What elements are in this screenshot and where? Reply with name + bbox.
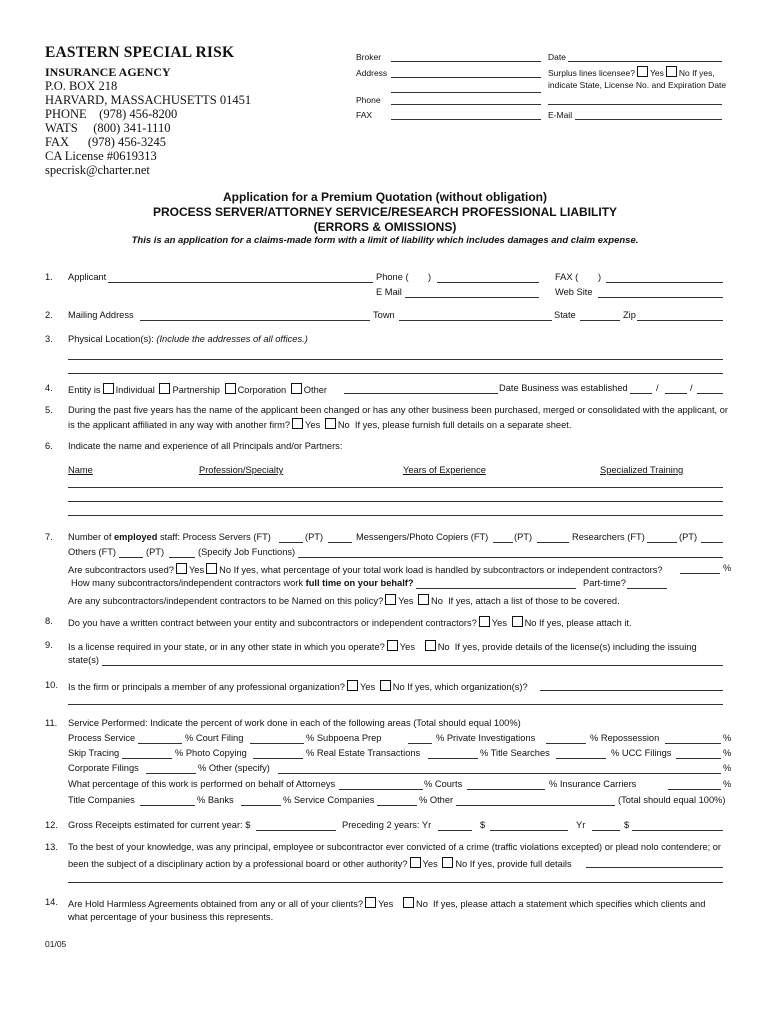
- title-application: Application for a Premium Quotation (without obligation): [223, 190, 547, 204]
- other-entity-field[interactable]: [344, 393, 498, 394]
- mailing-address-field[interactable]: [140, 320, 370, 321]
- col-training: Specialized Training: [600, 465, 684, 475]
- q9-no-checkbox[interactable]: [425, 640, 436, 651]
- q3-label-row: [68, 334, 308, 344]
- date-label: Date: [548, 52, 566, 62]
- q8-question: Do you have a written contract between your entity and subcontractors or independent contractors?: [68, 618, 477, 628]
- service-companies-label: % Service Companies: [283, 795, 375, 805]
- q14-yes-checkbox[interactable]: [365, 897, 376, 908]
- specify-label: (Specify Job Functions): [198, 547, 296, 557]
- ucc-label: % UCC Filings: [611, 748, 672, 758]
- q5-yes-label: Yes: [305, 420, 321, 430]
- date-established-label: Date Business was established: [499, 383, 628, 393]
- sub-pct-question: If yes, what percentage of your total work load is handled by subcontractors or independent contractors?: [233, 565, 663, 575]
- principals-field-2[interactable]: [68, 501, 723, 502]
- q5-line1: During the past five years has the name of the applicant been changed or has any other business been purchased, merged or consolidated with the applicant, or: [68, 405, 728, 415]
- company-name: EASTERN SPECIAL RISK: [45, 44, 235, 61]
- process-service-field[interactable]: [138, 743, 182, 744]
- q14-no-checkbox[interactable]: [403, 897, 414, 908]
- address-label: Address: [356, 68, 388, 78]
- q7-number-of: Number of: [68, 532, 112, 542]
- msg-pt-label: (PT): [514, 532, 533, 542]
- courts-label: % Courts: [424, 779, 463, 789]
- q13-details-field-2[interactable]: [68, 882, 723, 883]
- indicate-label: indicate State, License No. and Expiration Date: [548, 80, 727, 90]
- q8-number: 8.: [45, 616, 53, 626]
- part-time-field[interactable]: [627, 588, 667, 589]
- ps-ft-field[interactable]: [279, 542, 303, 543]
- partnership-label: Partnership: [172, 385, 220, 395]
- website-field[interactable]: [598, 297, 723, 298]
- company-license: CA License #0619313: [45, 149, 157, 163]
- email-field[interactable]: [405, 297, 539, 298]
- q13-details-field[interactable]: [586, 867, 723, 868]
- company-wats: WATS (800) 341-1110: [45, 121, 171, 135]
- q10-no-label: No: [392, 682, 405, 692]
- total-note: (Total should equal 100%): [618, 795, 726, 805]
- carriers-label: % Insurance Carriers: [549, 779, 637, 789]
- q14-no-label: No: [415, 899, 428, 909]
- q3-label: Physical Location(s):: [68, 334, 154, 344]
- res-pt-field[interactable]: [701, 542, 723, 543]
- title-companies-label: Title Companies: [68, 795, 135, 805]
- broker-field[interactable]: [391, 61, 541, 62]
- est-slash-2: /: [690, 383, 693, 393]
- q5-number: 5.: [45, 405, 53, 415]
- q14-yes-label: Yes: [378, 899, 394, 909]
- q9-states-label: state(s): [68, 655, 99, 665]
- q11-intro: Service Performed: Indicate the percent of work done in each of the following areas (Total should equal 100%): [68, 718, 521, 728]
- q6-label: Indicate the name and experience of all Principals and/or Partners:: [68, 441, 343, 451]
- q8-yes-label: Yes: [491, 618, 507, 628]
- gross-receipts-label: Gross Receipts estimated for current year: $: [68, 820, 251, 830]
- private-inv-field[interactable]: [546, 743, 586, 744]
- prec-yr2-field[interactable]: [592, 830, 620, 831]
- est-year-field[interactable]: [697, 393, 723, 394]
- full-time-qmark: ?: [407, 578, 414, 588]
- others-ft-field[interactable]: [119, 557, 143, 558]
- surplus-label: Surplus lines licensee?: [548, 68, 635, 78]
- q10-yes-checkbox[interactable]: [347, 680, 358, 691]
- q10-number: 10.: [45, 680, 58, 690]
- q9-yes-checkbox[interactable]: [387, 640, 398, 651]
- company-address1: P.O. BOX 218: [45, 79, 118, 93]
- q1-phone-paren: ): [428, 272, 432, 282]
- sub-no-checkbox[interactable]: [206, 563, 217, 574]
- surplus-yes-label: Yes: [649, 68, 664, 78]
- q10-row: [68, 680, 528, 692]
- prec-yr1-field[interactable]: [438, 830, 472, 831]
- other-specify-label: % Other (specify): [198, 763, 270, 773]
- real-estate-label: % Real Estate Transactions: [306, 748, 421, 758]
- q7-howmany-row: [71, 578, 414, 588]
- q1-email-label: E Mail: [376, 287, 402, 297]
- col-years: Years of Experience: [403, 465, 486, 475]
- msg-ft-field[interactable]: [493, 542, 513, 543]
- surplus-no-label: No: [678, 68, 690, 78]
- principals-field-1[interactable]: [68, 487, 723, 488]
- q1-website-label: Web Site: [555, 287, 593, 297]
- q2-number: 2.: [45, 310, 53, 320]
- q3-number: 3.: [45, 334, 53, 344]
- sub-pct-field[interactable]: [680, 573, 720, 574]
- q8-no-checkbox[interactable]: [512, 616, 523, 627]
- email-label: E-Mail: [548, 110, 573, 120]
- repossession-field[interactable]: [665, 743, 721, 744]
- town-field[interactable]: [399, 320, 552, 321]
- skip-tracing-label: Skip Tracing: [68, 748, 120, 758]
- q1-number: 1.: [45, 272, 53, 282]
- photo-copying-field[interactable]: [253, 758, 303, 759]
- q5-question: is the applicant affiliated in any way with another firm?: [68, 420, 291, 430]
- form-code: 01/05: [45, 939, 67, 949]
- q1-fax-label: FAX (: [555, 272, 579, 282]
- broker-phone-field[interactable]: [391, 104, 541, 105]
- preceding-label: Preceding 2 years: Yr: [342, 820, 432, 830]
- named-no-checkbox[interactable]: [418, 594, 429, 605]
- other-checkbox[interactable]: [291, 383, 302, 394]
- q13-no-checkbox[interactable]: [442, 857, 453, 868]
- states-field[interactable]: [102, 665, 723, 666]
- q5-no-checkbox[interactable]: [325, 418, 336, 429]
- q7-line1: [68, 532, 271, 542]
- service-companies-field[interactable]: [377, 805, 417, 806]
- company-fax: FAX (978) 456-3245: [45, 135, 166, 149]
- q7-employed: employed: [114, 532, 158, 542]
- q13-number: 13.: [45, 842, 58, 852]
- banks-label: % Banks: [197, 795, 234, 805]
- surplus-no-checkbox[interactable]: [666, 66, 677, 77]
- job-functions-field[interactable]: [298, 557, 723, 558]
- q13-no-label: No: [455, 859, 468, 869]
- q1-phone-label: Phone (: [376, 272, 409, 282]
- q9-question: Is a license required in your state, or in any other state in which you operate?: [68, 642, 385, 652]
- title-searches-field[interactable]: [556, 758, 606, 759]
- q10-question: Is the firm or principals a member of any professional organization?: [68, 682, 345, 692]
- phone-label: Phone: [356, 95, 381, 105]
- q5-tail: If yes, please furnish full details on a separate sheet.: [354, 420, 572, 430]
- others-pt-field[interactable]: [169, 557, 195, 558]
- q1-fax-paren: ): [598, 272, 602, 282]
- q8-tail: If yes, please attach it.: [539, 618, 632, 628]
- q13-line2: [68, 857, 572, 869]
- company-email: specrisk@charter.net: [45, 163, 150, 177]
- private-inv-label: % Private Investigations: [436, 733, 536, 743]
- broker-address-field-2[interactable]: [391, 92, 541, 93]
- q4-row: [68, 383, 327, 395]
- q7-process-servers-ft: staff: Process Servers (FT): [160, 532, 271, 542]
- repo-pct: %: [723, 733, 732, 743]
- full-time-field[interactable]: [416, 588, 576, 589]
- gross-current-field[interactable]: [256, 830, 336, 831]
- sub-yes-checkbox[interactable]: [176, 563, 187, 574]
- broker-email-field[interactable]: [575, 119, 722, 120]
- attorneys-field[interactable]: [339, 789, 423, 790]
- ucc-pct: %: [723, 748, 732, 758]
- q8-row: [68, 616, 632, 628]
- surplus-ifyes-label: If yes,: [692, 68, 715, 78]
- q9-tail: If yes, provide details of the license(s) including the issuing: [454, 642, 697, 652]
- carriers-field[interactable]: [668, 789, 721, 790]
- physical-location-field-1[interactable]: [68, 359, 723, 360]
- banks-field[interactable]: [241, 805, 281, 806]
- q10-no-checkbox[interactable]: [380, 680, 391, 691]
- q14-row: [68, 897, 705, 909]
- others-ft-label: Others (FT): [68, 547, 117, 557]
- q11-number: 11.: [45, 718, 58, 728]
- ucc-field[interactable]: [676, 758, 721, 759]
- full-time-label: full time on your behalf: [305, 578, 408, 588]
- courts-field[interactable]: [467, 789, 545, 790]
- q14-line2: what percentage of your business this represents.: [68, 912, 274, 922]
- corporation-label: Corporation: [237, 385, 287, 395]
- named-question: Are any subcontractors/independent contractors to be Named on this policy?: [68, 596, 384, 606]
- q2-mailing-label: Mailing Address: [68, 310, 134, 320]
- q5-yes-checkbox[interactable]: [292, 418, 303, 429]
- physical-location-field-2[interactable]: [68, 373, 723, 374]
- col-profession: Profession/Specialty: [199, 465, 284, 475]
- applicant-field[interactable]: [108, 282, 373, 283]
- fax-field[interactable]: [606, 282, 723, 283]
- phone-field[interactable]: [437, 282, 539, 283]
- surplus-yes-checkbox[interactable]: [637, 66, 648, 77]
- named-yes-checkbox[interactable]: [385, 594, 396, 605]
- date-field[interactable]: [568, 61, 722, 62]
- q9-no-label: No: [437, 642, 450, 652]
- q4-entity-label: Entity is: [68, 385, 101, 395]
- process-service-label: Process Service: [68, 733, 136, 743]
- subpoena-field[interactable]: [408, 743, 432, 744]
- sub-no-label: No: [219, 565, 232, 575]
- corporation-checkbox[interactable]: [225, 383, 236, 394]
- individual-checkbox[interactable]: [103, 383, 114, 394]
- q9-number: 9.: [45, 640, 53, 650]
- q13-line1: To the best of your knowledge, was any principal, employee or subcontractor ever convicted of a crime (traffic violations excepted) or plead nolo contendere; or: [68, 842, 722, 852]
- repossession-label: % Repossession: [590, 733, 660, 743]
- q8-yes-checkbox[interactable]: [479, 616, 490, 627]
- sub-pct-sign: %: [723, 563, 732, 573]
- named-tail: If yes, attach a list of those to be covered.: [448, 596, 620, 606]
- named-yes-label: Yes: [398, 596, 414, 606]
- title-coverage: PROCESS SERVER/ATTORNEY SERVICE/RESEARCH PROFESSIONAL LIABILITY: [152, 205, 618, 219]
- company-phone: PHONE (978) 456-8200: [45, 107, 178, 121]
- corp-filings-field[interactable]: [146, 773, 196, 774]
- q13-tail: If yes, provide full details: [469, 859, 572, 869]
- ps-pt-field[interactable]: [328, 542, 352, 543]
- organization-field-2[interactable]: [68, 704, 723, 705]
- q2-state-label: State: [554, 310, 576, 320]
- prec-dollar2: $: [624, 820, 630, 830]
- organization-field[interactable]: [540, 690, 723, 691]
- q4-number: 4.: [45, 383, 53, 393]
- q14-tail: If yes, please attach a statement which specifies which clients and: [433, 899, 706, 909]
- est-slash-1: /: [656, 383, 659, 393]
- res-pt-label: (PT): [679, 532, 698, 542]
- subpoena-label: % Subpoena Prep: [306, 733, 382, 743]
- title-companies-field[interactable]: [140, 805, 195, 806]
- q13-yes-label: Yes: [422, 859, 438, 869]
- prec-dollar1: $: [480, 820, 486, 830]
- principals-field-3[interactable]: [68, 515, 723, 516]
- partnership-checkbox[interactable]: [159, 383, 170, 394]
- q5-line2: [68, 418, 571, 430]
- attorneys-label: What percentage of this work is performed on behalf of Attorneys: [68, 779, 336, 789]
- prec-yr-label: Yr: [576, 820, 586, 830]
- q9-yes-label: Yes: [399, 642, 415, 652]
- q2-zip-label: Zip: [623, 310, 636, 320]
- q5-no-label: No: [337, 420, 350, 430]
- others-pt-label: (PT): [146, 547, 165, 557]
- part-time-label: Part-time?: [583, 578, 626, 588]
- real-estate-field[interactable]: [428, 758, 478, 759]
- other-pct: %: [723, 763, 732, 773]
- sub-question: Are subcontractors used?: [68, 565, 174, 575]
- q2-town-label: Town: [373, 310, 395, 320]
- other-label: Other: [303, 385, 328, 395]
- q9-row: [68, 640, 697, 652]
- surplus-row: [548, 66, 715, 78]
- broker-address-field[interactable]: [391, 77, 541, 78]
- corp-filings-label: Corporate Filings: [68, 763, 139, 773]
- researchers-label: Researchers (FT): [572, 532, 645, 542]
- zip-field[interactable]: [637, 320, 723, 321]
- q13-question: been the subject of a disciplinary action by a professional board or other authority?: [68, 859, 408, 869]
- q10-tail: If yes, which organization(s)?: [407, 682, 528, 692]
- ps-pt-label: (PT): [305, 532, 324, 542]
- company-address2: HARVARD, MASSACHUSETTS 01451: [45, 93, 252, 107]
- how-many-label: How many subcontractors/independent contractors work: [71, 578, 304, 588]
- q3-hint: (Include the addresses of all offices.): [156, 334, 308, 344]
- q1-applicant-label: Applicant: [68, 272, 107, 282]
- other2-field[interactable]: [456, 805, 615, 806]
- individual-label: Individual: [115, 385, 155, 395]
- res-ft-field[interactable]: [647, 542, 677, 543]
- prec-amt2-field[interactable]: [632, 830, 723, 831]
- other2-label: % Other: [419, 795, 454, 805]
- broker-fax-field[interactable]: [391, 119, 541, 120]
- msg-pt-field[interactable]: [537, 542, 569, 543]
- q10-yes-label: Yes: [359, 682, 376, 692]
- q14-question: Are Hold Harmless Agreements obtained from any or all of your clients?: [68, 899, 364, 909]
- named-no-label: No: [431, 596, 443, 606]
- broker-label: Broker: [356, 52, 382, 62]
- q7-subcontractors-row: [68, 563, 663, 575]
- title-eo: (ERRORS & OMISSIONS): [313, 220, 457, 234]
- q14-number: 14.: [45, 897, 58, 907]
- q8-no-label: No: [524, 618, 537, 628]
- q7-named-row: [68, 594, 620, 606]
- est-day-field[interactable]: [665, 393, 687, 394]
- prec-amt1-field[interactable]: [490, 830, 568, 831]
- col-name: Name: [68, 465, 93, 475]
- sub-yes-label: Yes: [188, 565, 205, 575]
- state-field[interactable]: [580, 320, 620, 321]
- carriers-pct: %: [723, 779, 732, 789]
- company-agency: INSURANCE AGENCY: [45, 65, 171, 79]
- photo-copying-label: % Photo Copying: [175, 748, 247, 758]
- fax-label: FAX: [356, 110, 373, 120]
- q12-number: 12.: [45, 820, 58, 830]
- license-details-field[interactable]: [548, 104, 722, 105]
- skip-tracing-field[interactable]: [122, 758, 172, 759]
- court-filing-label: % Court Filing: [185, 733, 244, 743]
- q6-number: 6.: [45, 441, 53, 451]
- est-month-field[interactable]: [630, 393, 652, 394]
- q7-number: 7.: [45, 532, 53, 542]
- court-filing-field[interactable]: [250, 743, 304, 744]
- title-claims-made: This is an application for a claims-made form with a limit of liability which includes damages and claim expense.: [131, 235, 639, 246]
- other-specify-field[interactable]: [278, 773, 721, 774]
- title-searches-label: % Title Searches: [480, 748, 550, 758]
- q13-yes-checkbox[interactable]: [410, 857, 421, 868]
- messengers-label: Messengers/Photo Copiers (FT): [356, 532, 489, 542]
